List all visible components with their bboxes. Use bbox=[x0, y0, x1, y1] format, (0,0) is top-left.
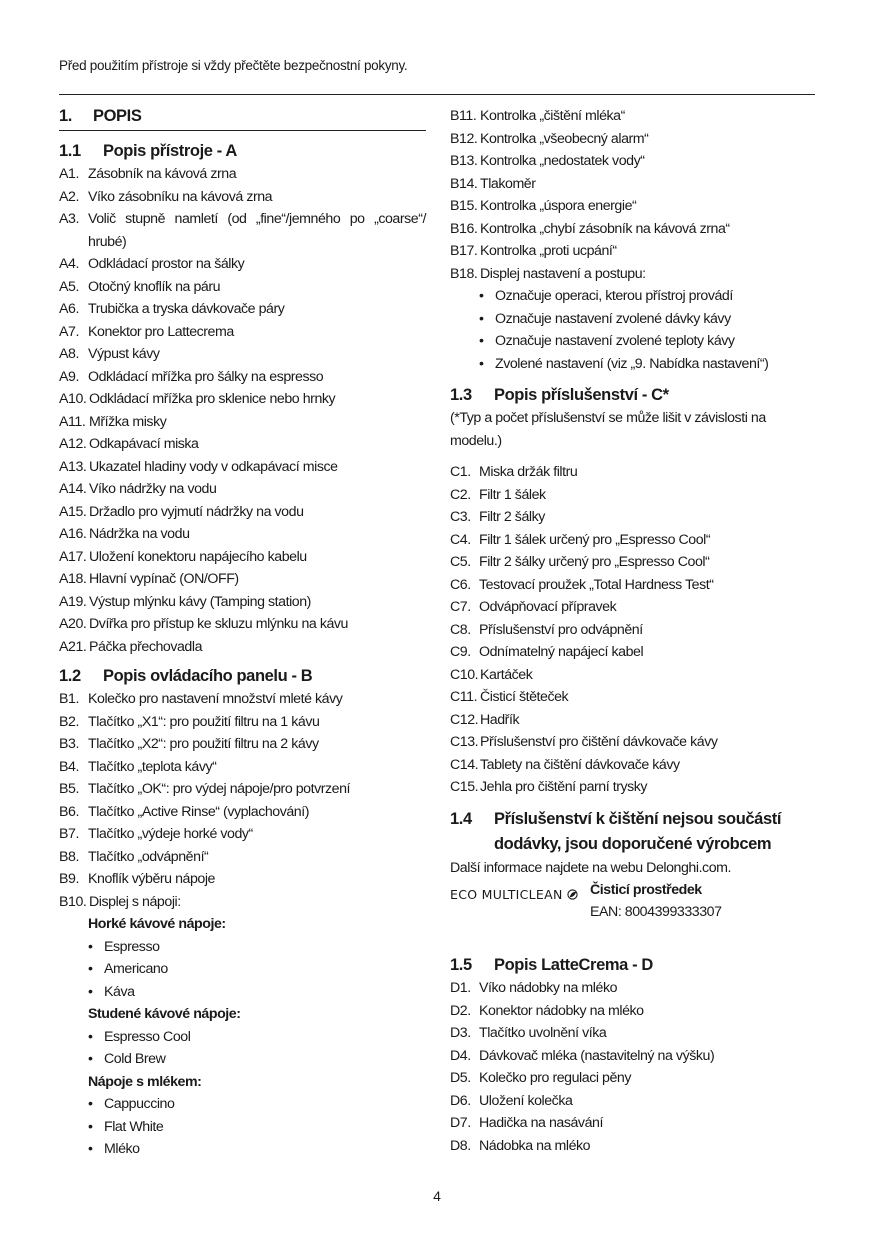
list-item bbox=[450, 1000, 820, 1023]
list-item bbox=[450, 529, 820, 552]
list-item bbox=[59, 778, 426, 801]
bullet-icon: • bbox=[88, 961, 93, 977]
item-code: A9. bbox=[59, 368, 79, 385]
item-text: Kontrolka „proti ucpání“ bbox=[480, 243, 617, 259]
list-item bbox=[450, 686, 820, 709]
list-item bbox=[59, 733, 426, 756]
subsection-number: 1.4 bbox=[450, 809, 472, 828]
item-code: B13. bbox=[450, 153, 478, 169]
item-code: A13. bbox=[59, 458, 87, 475]
bullet-item bbox=[88, 1093, 426, 1116]
subsection-title: Popis ovládacího panelu - B bbox=[103, 667, 313, 685]
list-item bbox=[59, 433, 426, 456]
b18-bullets bbox=[450, 285, 820, 375]
list-item bbox=[59, 823, 426, 846]
subsection-title-line2: dodávky, jsou doporučené výrobcem bbox=[494, 834, 772, 853]
item-code: A19. bbox=[59, 593, 87, 610]
item-text: Hlavní vypínač (ON/OFF) bbox=[89, 571, 239, 587]
item-code: A11. bbox=[59, 413, 86, 430]
item-text: Kontrolka „čištění mléka“ bbox=[480, 108, 625, 124]
list-item bbox=[450, 1067, 820, 1090]
list-item bbox=[450, 551, 820, 574]
list-item bbox=[450, 1112, 820, 1135]
page-number: 4 bbox=[433, 1188, 441, 1204]
item-text: Mřížka misky bbox=[89, 413, 167, 430]
bullet-item bbox=[479, 285, 820, 308]
item-text: Příslušenství pro čištění dávkovače kávy bbox=[480, 734, 718, 750]
item-text: Kartáček bbox=[480, 666, 533, 683]
list-item bbox=[450, 506, 820, 529]
item-text: Odkládací prostor na šálky bbox=[88, 256, 245, 272]
item-code: D3. bbox=[450, 1025, 471, 1041]
bullet-item bbox=[88, 1138, 426, 1161]
bullet-item bbox=[88, 1048, 426, 1071]
item-text: Otočný knoflík na páru bbox=[88, 278, 221, 295]
item-text: Kontrolka „všeobecný alarm“ bbox=[480, 130, 649, 147]
item-code: C4. bbox=[450, 531, 471, 548]
list-item bbox=[450, 173, 820, 196]
product-name: Čisticí prostředek bbox=[590, 882, 702, 898]
item-code: B14. bbox=[450, 175, 478, 192]
item-text: Víko nádržky na vodu bbox=[89, 481, 217, 497]
bullet-text: Espresso bbox=[104, 938, 160, 955]
item-text: Konektor nádobky na mléko bbox=[479, 1002, 644, 1019]
item-code: C7. bbox=[450, 599, 471, 615]
milk-drinks-heading: Nápoje s mlékem: bbox=[88, 1073, 202, 1090]
item-code: A4. bbox=[59, 256, 79, 272]
item-text: Knoflík výběru nápoje bbox=[88, 871, 215, 887]
item-text: Hadřík bbox=[480, 711, 520, 728]
item-code: B8. bbox=[59, 848, 79, 865]
bullet-item bbox=[88, 1116, 426, 1139]
bullet-item bbox=[88, 958, 426, 981]
product-ean: EAN: 8004399333307 bbox=[590, 904, 722, 920]
bullet-text: Flat White bbox=[104, 1118, 164, 1135]
item-text: Víko zásobníku na kávová zrna bbox=[88, 188, 273, 205]
item-code: C6. bbox=[450, 576, 471, 593]
list-b bbox=[59, 688, 426, 913]
item-text: Tlačítko „X1“: pro použití filtru na 1 kávu bbox=[88, 713, 320, 730]
subsection-title: Popis přístroje - A bbox=[103, 142, 237, 160]
list-item bbox=[450, 1022, 820, 1045]
item-code: D8. bbox=[450, 1137, 471, 1154]
item-text: Odkládací mřížka pro šálky na espresso bbox=[88, 368, 324, 385]
subsection-number: 1.3 bbox=[450, 386, 472, 404]
list-item bbox=[59, 891, 426, 914]
bullet-text: Cold Brew bbox=[104, 1051, 166, 1067]
item-code: D5. bbox=[450, 1070, 471, 1086]
item-code: B11. bbox=[450, 108, 477, 124]
item-text: Uložení kolečka bbox=[479, 1092, 573, 1109]
bullet-item bbox=[479, 353, 820, 376]
item-code: C11. bbox=[450, 689, 478, 705]
bullet-text: Káva bbox=[104, 983, 135, 1000]
hot-drinks-list bbox=[59, 936, 426, 1004]
section-number: 1. bbox=[59, 107, 72, 125]
subsection-title: Popis příslušenství - C* bbox=[494, 386, 669, 404]
bullet-item bbox=[88, 1026, 426, 1049]
item-text: Dávkovač mléka (nastavitelný na výšku) bbox=[479, 1047, 715, 1064]
item-code: A10. bbox=[59, 391, 87, 407]
item-text: Výpust kávy bbox=[88, 346, 160, 362]
list-item bbox=[450, 596, 820, 619]
item-text: Hadička na nasávání bbox=[479, 1115, 603, 1131]
item-code: D7. bbox=[450, 1115, 471, 1131]
item-code: C15. bbox=[450, 779, 479, 795]
bullet-icon: • bbox=[479, 310, 484, 327]
item-code: A17. bbox=[59, 548, 87, 565]
bullet-text: Americano bbox=[104, 961, 168, 977]
item-text: Kolečko pro regulaci pěny bbox=[479, 1070, 632, 1086]
subsection-number: 1.1 bbox=[59, 142, 81, 160]
bullet-icon: • bbox=[88, 1051, 93, 1067]
list-item bbox=[59, 321, 426, 344]
leaf-icon bbox=[567, 889, 578, 900]
item-code: A12. bbox=[59, 436, 87, 452]
item-text: Displej s nápoji: bbox=[89, 893, 181, 910]
left-column bbox=[59, 105, 426, 1161]
item-code: A1. bbox=[59, 166, 79, 182]
list-item bbox=[450, 484, 820, 507]
list-item bbox=[59, 501, 426, 524]
item-code: D4. bbox=[450, 1047, 471, 1064]
item-text: Tlačítko „výdeje horké vody“ bbox=[88, 826, 253, 842]
bullet-text: Espresso Cool bbox=[104, 1028, 191, 1045]
list-item bbox=[59, 478, 426, 501]
list-item bbox=[59, 208, 426, 253]
item-code: D2. bbox=[450, 1002, 471, 1019]
delonghi-info: Další informace najdete na webu Delonghi.com. bbox=[450, 859, 732, 876]
item-code: A16. bbox=[59, 526, 87, 542]
list-item bbox=[450, 105, 820, 128]
top-divider bbox=[59, 94, 815, 95]
item-text: Volič stupně namletí (od „fine“/jemného po „coarse“/ hrubé) bbox=[88, 211, 426, 250]
list-item bbox=[450, 461, 820, 484]
list-item bbox=[59, 636, 426, 659]
list-item bbox=[59, 613, 426, 636]
subsection-number: 1.5 bbox=[450, 956, 472, 974]
list-item bbox=[450, 1045, 820, 1068]
list-item bbox=[59, 591, 426, 614]
item-text: Nádobka na mléko bbox=[479, 1137, 591, 1154]
subsection-1-1-heading bbox=[59, 139, 426, 163]
item-text: Uložení konektoru napájecího kabelu bbox=[89, 548, 307, 565]
item-text: Tlačítko „X2“: pro použití filtru na 2 kávy bbox=[88, 736, 319, 752]
subsection-1-3-heading bbox=[450, 383, 820, 407]
item-text: Trubička a tryska dávkovače páry bbox=[88, 301, 285, 317]
item-text: Výstup mlýnku kávy (Tamping station) bbox=[89, 593, 311, 610]
item-code: B6. bbox=[59, 803, 79, 820]
item-code: A14. bbox=[59, 481, 87, 497]
item-text: Čisticí štěteček bbox=[480, 689, 569, 705]
item-text: Kolečko pro nastavení množství mleté kávy bbox=[88, 691, 343, 707]
list-b-continued bbox=[450, 105, 820, 285]
item-code: D1. bbox=[450, 980, 471, 996]
item-text: Kontrolka „nedostatek vody“ bbox=[480, 153, 645, 169]
list-d bbox=[450, 977, 820, 1157]
item-code: B5. bbox=[59, 781, 79, 797]
item-code: B18. bbox=[450, 265, 478, 282]
bullet-icon: • bbox=[479, 355, 484, 372]
item-code: B4. bbox=[59, 758, 79, 775]
item-text: Tlačítko uvolnění víka bbox=[479, 1025, 607, 1041]
item-text: Ukazatel hladiny vody v odkapávací misce bbox=[89, 458, 338, 475]
item-text: Tlačítko „OK“: pro výdej nápoje/pro potvrzení bbox=[88, 781, 351, 797]
item-text: Držadlo pro vyjmutí nádržky na vodu bbox=[89, 503, 304, 520]
item-code: C12. bbox=[450, 711, 479, 728]
cold-drinks-list bbox=[59, 1026, 426, 1071]
item-text: Kontrolka „úspora energie“ bbox=[480, 198, 637, 214]
list-item bbox=[59, 546, 426, 569]
list-item bbox=[450, 776, 820, 799]
bullet-item bbox=[479, 308, 820, 331]
list-item bbox=[59, 411, 426, 434]
subsection-title bbox=[494, 807, 781, 857]
item-text: Odvápňovací přípravek bbox=[479, 599, 617, 615]
right-column bbox=[450, 105, 820, 1157]
item-text: Zásobník na kávová zrna bbox=[88, 166, 237, 182]
list-item bbox=[59, 186, 426, 209]
item-text: Miska držák filtru bbox=[479, 464, 578, 480]
list-item bbox=[59, 298, 426, 321]
item-code: B15. bbox=[450, 198, 478, 214]
list-item bbox=[450, 150, 820, 173]
item-text: Dvířka pro přístup ke skluzu mlýnku na kávu bbox=[89, 616, 348, 632]
item-code: C13. bbox=[450, 734, 479, 750]
item-code: A6. bbox=[59, 301, 79, 317]
item-text: Jehla pro čištění parní trysky bbox=[480, 779, 648, 795]
item-code: A7. bbox=[59, 323, 79, 340]
item-code: C10. bbox=[450, 666, 479, 683]
hot-drinks-heading: Horké kávové nápoje: bbox=[88, 916, 226, 932]
list-item bbox=[450, 664, 820, 687]
list-item bbox=[450, 641, 820, 664]
list-item bbox=[450, 977, 820, 1000]
bullet-icon: • bbox=[88, 1028, 93, 1045]
list-item bbox=[450, 709, 820, 732]
list-item bbox=[59, 388, 426, 411]
eco-logo-text: ECO MULTICLEAN bbox=[450, 887, 563, 902]
list-item bbox=[59, 756, 426, 779]
item-text: Víko nádobky na mléko bbox=[479, 980, 618, 996]
item-code: C3. bbox=[450, 509, 471, 525]
bullet-icon: • bbox=[88, 1141, 93, 1157]
item-text: Tlakoměr bbox=[480, 175, 536, 192]
subsection-title: Popis LatteCrema - D bbox=[494, 956, 653, 974]
item-text: Páčka přechovadla bbox=[89, 638, 203, 655]
eco-multiclean-logo bbox=[450, 884, 590, 907]
item-text: Filtr 1 šálek bbox=[479, 486, 546, 503]
item-code: C2. bbox=[450, 486, 471, 503]
item-text: Testovací proužek „Total Hardness Test“ bbox=[479, 576, 714, 593]
item-code: C14. bbox=[450, 756, 479, 773]
bullet-item bbox=[88, 936, 426, 959]
list-item bbox=[59, 568, 426, 591]
bullet-icon: • bbox=[479, 288, 484, 304]
item-code: B7. bbox=[59, 826, 79, 842]
item-text: Tlačítko „Active Rinse“ (vyplachování) bbox=[88, 803, 310, 820]
list-item bbox=[59, 366, 426, 389]
list-item bbox=[450, 754, 820, 777]
list-item bbox=[59, 868, 426, 891]
bullet-icon: • bbox=[88, 1118, 93, 1135]
list-item bbox=[59, 688, 426, 711]
item-code: A3. bbox=[59, 211, 79, 227]
bullet-text: Označuje operaci, kterou přístroj provádí bbox=[495, 288, 733, 304]
item-code: A5. bbox=[59, 278, 79, 295]
item-code: A21. bbox=[59, 638, 87, 655]
item-text: Filtr 2 šálky určený pro „Espresso Cool“ bbox=[479, 554, 710, 570]
list-item bbox=[450, 240, 820, 263]
bullet-item bbox=[88, 981, 426, 1004]
list-item bbox=[450, 263, 820, 286]
eco-product-info bbox=[590, 879, 722, 923]
list-item bbox=[59, 801, 426, 824]
item-code: B16. bbox=[450, 220, 478, 237]
item-code: A20. bbox=[59, 616, 87, 632]
bullet-text: Označuje nastavení zvolené dávky kávy bbox=[495, 310, 731, 327]
list-item bbox=[59, 523, 426, 546]
item-text: Odkapávací miska bbox=[89, 436, 199, 452]
item-text: Displej nastavení a postupu: bbox=[480, 265, 646, 282]
eco-multiclean-row bbox=[450, 879, 820, 923]
list-item bbox=[59, 711, 426, 734]
item-code: D6. bbox=[450, 1092, 471, 1109]
item-text: Filtr 1 šálek určený pro „Espresso Cool“ bbox=[479, 531, 711, 548]
subsection-number: 1.2 bbox=[59, 667, 81, 685]
section-1-heading bbox=[59, 105, 426, 131]
milk-drinks-list bbox=[59, 1093, 426, 1161]
bullet-icon: • bbox=[88, 983, 93, 1000]
item-text: Filtr 2 šálky bbox=[479, 509, 545, 525]
item-text: Kontrolka „chybí zásobník na kávová zrna“ bbox=[480, 220, 730, 237]
accessories-note: (*Typ a počet příslušenství se může lišit v závislosti na modelu.) bbox=[450, 410, 766, 449]
subsection-title-line1: Příslušenství k čištění nejsou součástí bbox=[494, 809, 782, 828]
list-item bbox=[59, 456, 426, 479]
item-code: A8. bbox=[59, 346, 79, 362]
item-text: Tablety na čištění dávkovače kávy bbox=[480, 756, 680, 773]
list-item bbox=[450, 195, 820, 218]
item-text: Odkládací mřížka pro sklenice nebo hrnky bbox=[89, 391, 336, 407]
intro-text: Před použitím přístroje si vždy přečtěte bezpečnostní pokyny. bbox=[59, 58, 408, 73]
item-code: A15. bbox=[59, 503, 87, 520]
item-text: Příslušenství pro odvápnění bbox=[479, 621, 643, 638]
bullet-text: Mléko bbox=[104, 1141, 140, 1157]
bullet-icon: • bbox=[479, 333, 484, 349]
list-item bbox=[59, 343, 426, 366]
item-code: A18. bbox=[59, 571, 87, 587]
item-code: B10. bbox=[59, 893, 87, 910]
list-item bbox=[450, 1090, 820, 1113]
list-item bbox=[450, 1135, 820, 1158]
list-item bbox=[59, 163, 426, 186]
list-c bbox=[450, 461, 820, 799]
item-text: Konektor pro Lattecrema bbox=[88, 323, 234, 340]
list-a bbox=[59, 163, 426, 658]
item-code: B2. bbox=[59, 713, 79, 730]
subsection-1-2-heading bbox=[59, 664, 426, 688]
item-text: Odnímatelný napájecí kabel bbox=[479, 644, 644, 660]
bullet-text: Označuje nastavení zvolené teploty kávy bbox=[495, 333, 735, 349]
item-code: C5. bbox=[450, 554, 471, 570]
item-code: B12. bbox=[450, 130, 478, 147]
section-title: POPIS bbox=[93, 107, 142, 125]
item-code: C8. bbox=[450, 621, 471, 638]
list-item bbox=[450, 574, 820, 597]
item-code: B3. bbox=[59, 736, 79, 752]
list-item bbox=[450, 218, 820, 241]
list-item bbox=[59, 846, 426, 869]
item-text: Tlačítko „teplota kávy“ bbox=[88, 758, 217, 775]
list-item bbox=[450, 619, 820, 642]
item-code: A2. bbox=[59, 188, 79, 205]
item-code: C9. bbox=[450, 644, 471, 660]
list-item bbox=[59, 253, 426, 276]
item-code: B9. bbox=[59, 871, 79, 887]
item-code: B17. bbox=[450, 243, 478, 259]
subsection-1-5-heading bbox=[450, 953, 820, 977]
bullet-text: Cappuccino bbox=[104, 1096, 175, 1112]
bullet-item bbox=[479, 330, 820, 353]
subsection-1-4-heading bbox=[450, 807, 820, 857]
cold-drinks-heading: Studené kávové nápoje: bbox=[88, 1006, 241, 1022]
bullet-icon: • bbox=[88, 1096, 93, 1112]
item-text: Tlačítko „odvápnění“ bbox=[88, 848, 209, 865]
item-text: Nádržka na vodu bbox=[89, 526, 190, 542]
item-code: B1. bbox=[59, 691, 79, 707]
item-code: C1. bbox=[450, 464, 471, 480]
bullet-text: Zvolené nastavení (viz „9. Nabídka nastavení“) bbox=[495, 355, 769, 372]
list-item bbox=[450, 128, 820, 151]
list-item bbox=[450, 731, 820, 754]
list-item bbox=[59, 276, 426, 299]
bullet-icon: • bbox=[88, 938, 93, 955]
